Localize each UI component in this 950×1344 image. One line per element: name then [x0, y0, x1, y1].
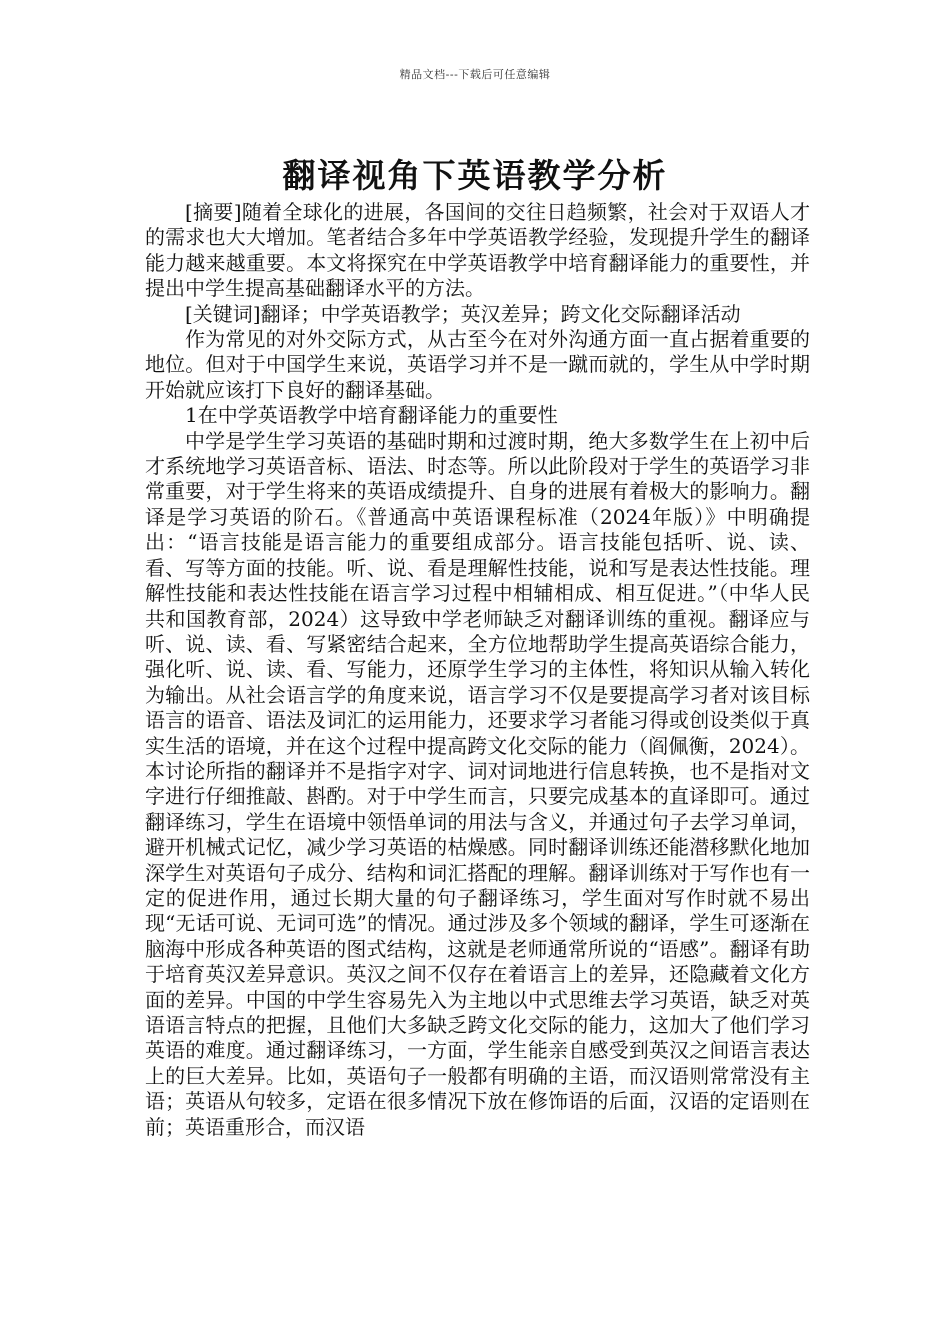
keywords-paragraph: [关键词]翻译；中学英语教学；英汉差异；跨文化交际翻译活动: [185, 301, 741, 326]
abstract-paragraph: [摘要]随着全球化的进展，各国间的交往日趋频繁，社会对于双语人才的需求也大大增加。笔者结合多年中学英语教学经验，发现提升学生的翻译能力越来越重要。本文将探究在中学英语教学中培育翻译能力的重要性，并提出中学生提高基础翻译水平的方法。: [145, 200, 810, 301]
document-body: [145, 200, 810, 1140]
page-title: 翻译视角下英语教学分析: [282, 156, 668, 196]
intro-paragraph: 作为常见的对外交际方式，从古至今在对外沟通方面一直占据着重要的地位。但对于中国学生来说，英语学习并不是一蹴而就的，学生从中学时期开始就应该打下良好的翻译基础。: [145, 327, 810, 402]
section-heading: 1在中学英语教学中培育翻译能力的重要性: [185, 403, 558, 428]
section-body-paragraph: 中学是学生学习英语的基础时期和过渡时期，绝大多数学生在上初中后才系统地学习英语音标、语法、时态等。所以此阶段对于学生的英语学习非常重要，对于学生将来的英语成绩提升、自身的进展有着极大的影响力。翻译是学习英语的阶石。《普通高中英语课程标准（2024年版）》中明确提出：“语言技能是语言能力的重要组成部分。语言技能包括听、说、读、看、写等方面的技能。听、说、看是理解性技能，说和写是表达性技能。理解性技能和表达性技能在语言学习过程中相辅相成、相互促进。”（中华人民共和国教育部，2024）这导致中学老师缺乏对翻译训练的重视。翻译应与听、说、读、看、写紧密结合起来，全方位地帮助学生提高英语综合能力，强化听、说、读、看、写能力，还原学生学习的主体性，将知识从输入转化为输出。从社会语言学的角度来说，语言学习不仅是要提高学习者对该目标语言的语音、语法及词汇的运用能力，还要求学习者能习得或创设类似于真实生活的语境，并在这个过程中提高跨文化交际的能力（阎佩衡，2024）。本讨论所指的翻译并不是指字对字、词对词地进行信息转换，也不是指对文字进行仔细推敲、斟酌。对于中学生而言，只要完成基本的直译即可。通过翻译练习，学生在语境中领悟单词的用法与含义，并通过句子去学习单词，避开机械式记忆，减少学习英语的枯燥感。同时翻译训练还能潜移默化地加深学生对英语句子成分、结构和词汇搭配的理解。翻译训练对于写作也有一定的促进作用，通过长期大量的句子翻译练习，学生面对写作时就不易出现“无话可说、无词可选”的情况。通过涉及多个领域的翻译，学生可逐渐在脑海中形成各种英语的图式结构，这就是老师通常所说的“语感”。翻译有助于培育英汉差异意识。英汉之间不仅存在着语言上的差异，还隐藏着文化方面的差异。中国的中学生容易先入为主地以中式思维去学习英语，缺乏对英语语言特点的把握，且他们大多缺乏跨文化交际的能力，这加大了他们学习英语的难度。通过翻译练习，一方面，学生能亲自感受到英汉之间语言表达上的巨大差异。比如，英语句子一般都有明确的主语，而汉语则常常没有主语；英语从句较多，定语在很多情况下放在修饰语的后面，汉语的定语则在前；英语重形合，而汉语: [145, 428, 810, 1139]
header-note: 精品文档---下载后可任意编辑: [399, 68, 551, 81]
